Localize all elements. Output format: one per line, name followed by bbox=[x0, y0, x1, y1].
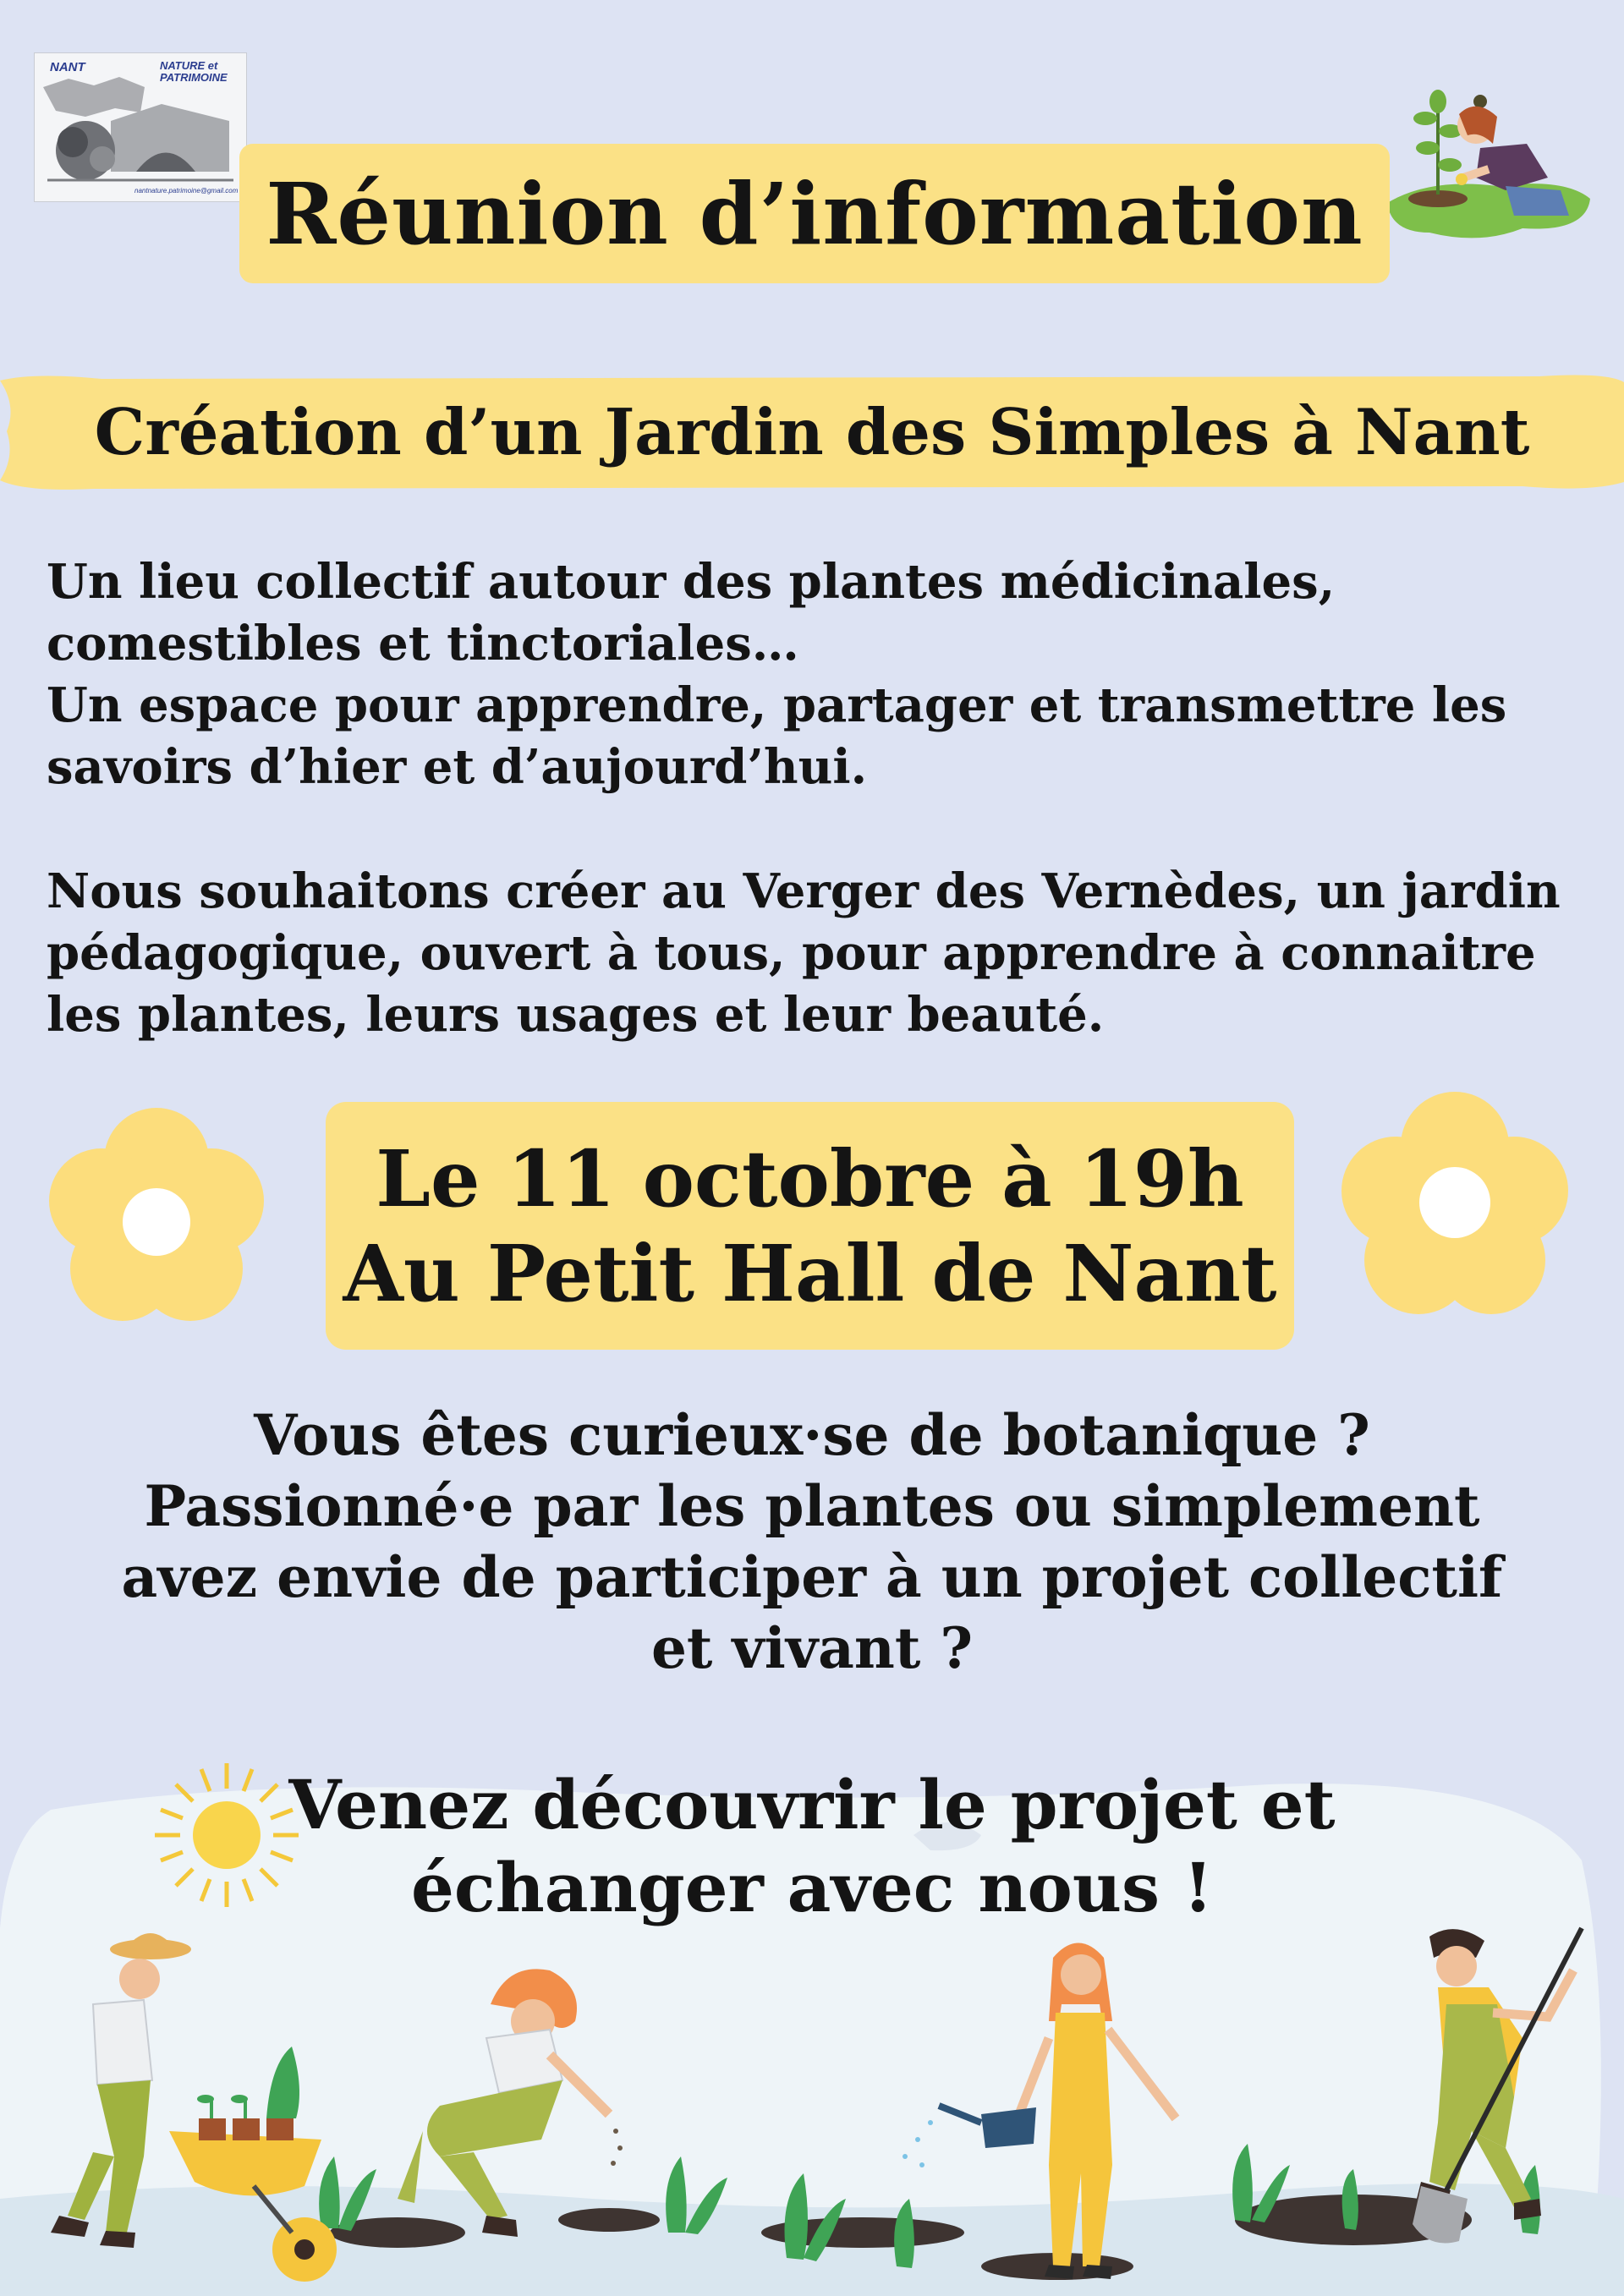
project-line: les plantes, leurs usages et leur beauté. bbox=[47, 987, 1105, 1043]
association-logo bbox=[34, 52, 247, 202]
subtitle-banner bbox=[0, 372, 1624, 492]
gardener-planting-illustration bbox=[1379, 51, 1599, 254]
intro-line: savoirs d’hier et d’aujourd’hui. bbox=[47, 739, 868, 795]
subtitle: Création d’un Jardin des Simples à Nant bbox=[94, 395, 1530, 469]
flower-icon-right bbox=[1336, 1091, 1573, 1319]
intro-paragraph bbox=[47, 551, 1586, 798]
question-line: Passionné·e par les plantes ou simplement bbox=[144, 1473, 1480, 1539]
question-line: Vous êtes curieux·se de botanique ? bbox=[254, 1402, 1370, 1468]
event-box bbox=[326, 1102, 1294, 1350]
flower-icon-left bbox=[47, 1108, 266, 1328]
cta-line: Venez découvrir le projet et bbox=[288, 1765, 1336, 1844]
intro-line: comestibles et tinctoriales… bbox=[47, 616, 799, 671]
cta-line: échanger avec nous ! bbox=[410, 1848, 1214, 1927]
project-paragraph bbox=[47, 861, 1586, 1046]
event-place: Au Petit Hall de Nant bbox=[343, 1227, 1277, 1319]
logo-name-left: NANT bbox=[50, 60, 85, 74]
intro-line: Un espace pour apprendre, partager et transmettre les bbox=[47, 677, 1507, 733]
logo-name-right: NATURE et PATRIMOINE bbox=[160, 59, 228, 84]
question-line: et vivant ? bbox=[650, 1615, 974, 1681]
project-line: Nous souhaitons créer au Verger des Vernèdes, un jardin bbox=[47, 863, 1561, 919]
page-title: Réunion d’information bbox=[266, 163, 1363, 264]
logo-email: nantnature.patrimoine@gmail.com bbox=[134, 187, 239, 195]
question-line: avez envie de participer à un projet collectif bbox=[121, 1544, 1503, 1610]
event-date: Le 11 octobre à 19h bbox=[376, 1132, 1244, 1225]
intro-line: Un lieu collectif autour des plantes médicinales, bbox=[47, 554, 1336, 610]
project-line: pédagogique, ouvert à tous, pour apprendre à connaitre bbox=[47, 925, 1536, 981]
title-banner bbox=[239, 144, 1390, 283]
call-to-action bbox=[254, 1763, 1370, 1929]
question-paragraph bbox=[0, 1400, 1624, 1684]
